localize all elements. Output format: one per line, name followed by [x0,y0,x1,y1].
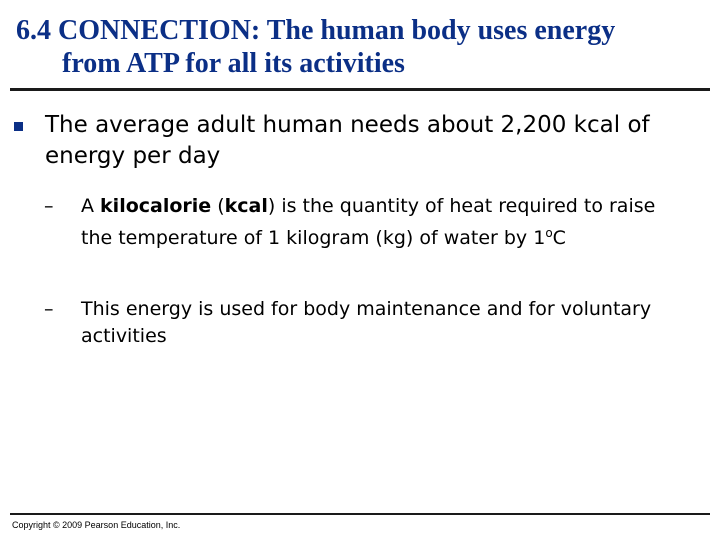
slide-title [16,14,716,80]
sub-bullet-kilocalorie [44,193,684,252]
dash-bullet-icon: – [44,195,54,217]
dash-bullet-icon: – [44,298,54,320]
copyright-notice: Copyright © 2009 Pearson Education, Inc. [12,520,181,530]
footer-divider [10,513,710,515]
kcal-abbreviation: kcal [224,195,268,217]
sub-bullet-text-part: A [81,195,101,217]
main-bullet [14,110,704,172]
kilocalorie-term: kilocalorie [100,195,212,217]
sub-bullet-text: This energy is used for body maintenance and for voluntary activities [81,298,652,347]
degree-symbol: o [545,226,553,240]
square-bullet-icon [14,122,23,131]
sub-bullet-text-part: ( [211,195,225,217]
main-bullet-text: The average adult human needs about 2,200 kcal of energy per day [45,112,650,169]
sub-bullet-text-part: ) is the quantity of heat required to raise the temperature of 1 kilogram (kg) of water by 1 [81,195,656,249]
celsius-unit: C [552,227,566,249]
slide-title-line-2: from ATP for all its activities [62,48,405,79]
slide-title-line-1: 6.4 CONNECTION: The human body uses energy [16,15,616,46]
title-divider [10,88,710,91]
sub-bullet-text [44,193,684,252]
sub-bullet-energy-use [44,296,684,350]
